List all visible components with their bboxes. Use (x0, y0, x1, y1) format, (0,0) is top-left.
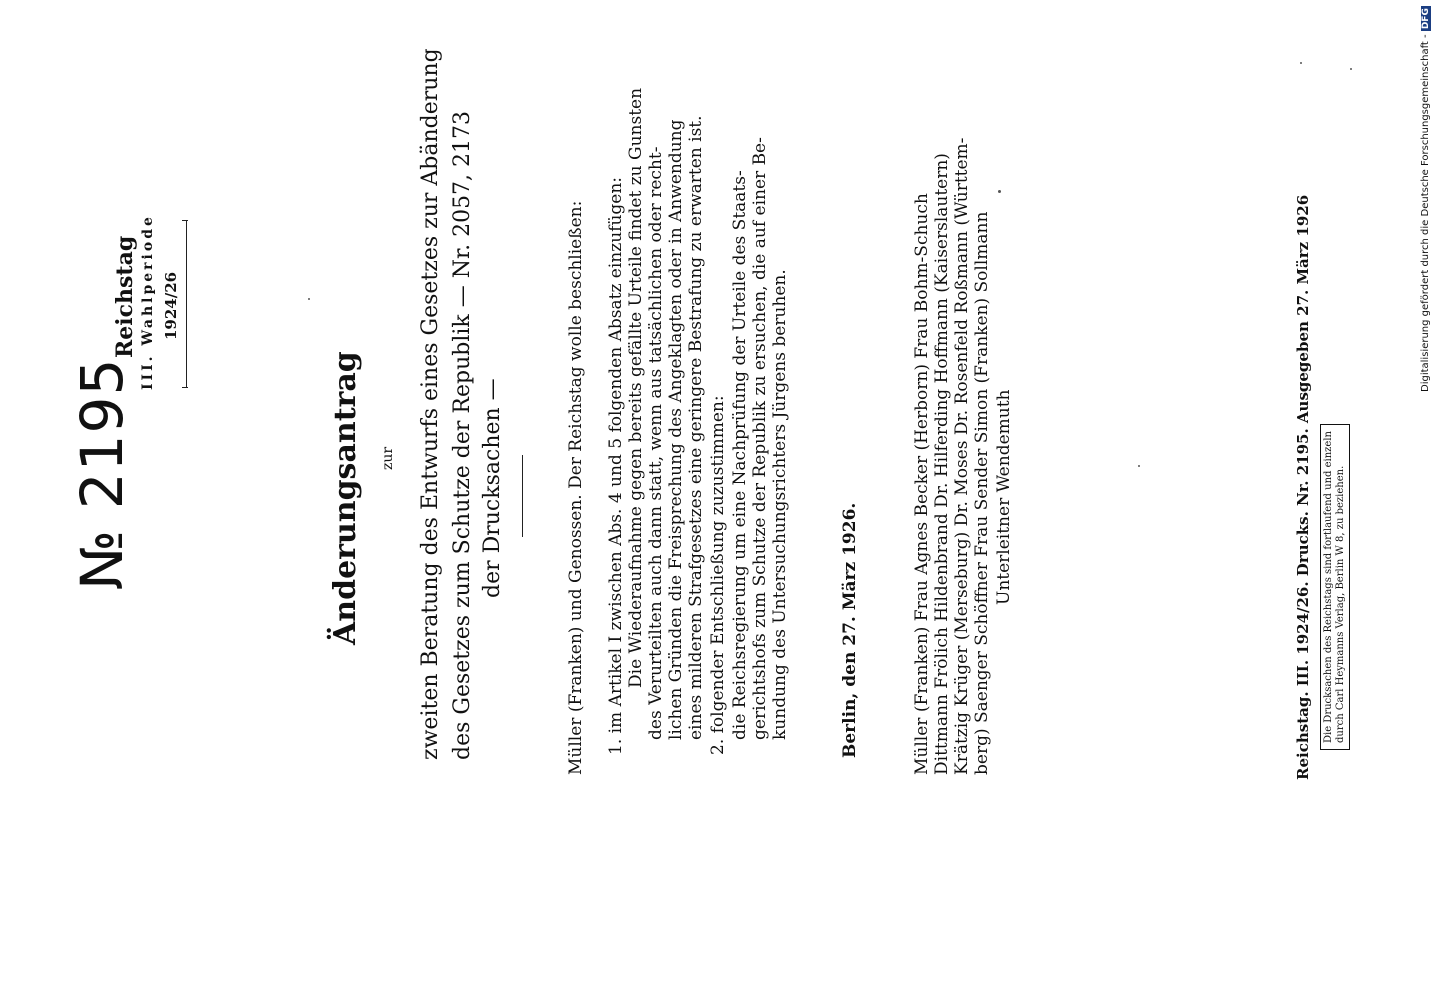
document-number: № 2195 (68, 357, 136, 590)
period-label: III. Wahlperiode (140, 214, 156, 390)
item-2-line-3: kundung des Untersuchungsrichters Jürgens beruhen. (770, 269, 790, 740)
header-bracket-bottom (182, 387, 188, 388)
signatories-row-5: Unterleitner Wendemuth (994, 389, 1014, 605)
place-date: Berlin, den 27. März 1926. (840, 502, 860, 758)
scan-speckle (998, 190, 1001, 193)
item-1-heading: 1. im Artikel I zwischen Abs. 4 und 5 folgenden Absatz einzufügen: (606, 176, 626, 755)
imprint-line: Reichstag. III. 1924/26. Drucks. Nr. 2195. Ausgegeben 27. März 1926 (1294, 194, 1312, 780)
years-label: 1924/26 (162, 271, 180, 340)
item-2-line-1: die Reichsregierung um eine Nachprüfung der Urteile des Staats- (730, 170, 750, 740)
item-1-line-1: Die Wiederaufnahme gegen bereits gefällte Urteile findet zu Gunsten (626, 87, 646, 688)
signatories-row-4: berg) Saenger Schöffner Frau Sender Simon (Franken) Sollmann (972, 211, 992, 775)
motion-intro: Müller (Franken) und Genossen. Der Reichstag wolle beschließen: (566, 200, 586, 775)
scan-speckle (1350, 68, 1352, 70)
item-1-line-4: eines milderen Strafgesetzes eine geringere Bestrafung zu erwarten ist. (686, 115, 706, 740)
document-title: Änderungsantrag (328, 351, 363, 645)
title-separator (522, 455, 523, 537)
header-bracket-line (186, 220, 187, 388)
signatories-row-1: Müller (Franken) Frau Agnes Becker (Herborn) Frau Bohm-Schuch (912, 193, 932, 775)
reichstag-label: Reichstag (112, 235, 138, 358)
publisher-box-line-1: Die Drucksachen des Reichstags sind fortlaufend und einzeln (1323, 431, 1334, 743)
item-1-line-2: des Verurteilten auch dann statt, wenn aus tatsächlichen oder recht- (646, 146, 666, 740)
title-line-1: zweiten Beratung des Entwurfs eines Gesetzes zur Abänderung (418, 48, 443, 760)
title-line-3: der Drucksachen — (480, 378, 505, 598)
scan-speckle (308, 298, 310, 300)
publisher-box-line-2: durch Carl Heymanns Verlag, Berlin W 8, zu beziehen. (1335, 465, 1346, 743)
scan-speckle (1300, 62, 1302, 64)
header-bracket-top (182, 220, 188, 221)
digitization-note-text: Digitalisierung gefördert durch die Deutsche Forschungsgemeinschaft - (1420, 34, 1431, 392)
item-1-line-3: lichen Gründen die Freisprechung des Angeklagten oder in Anwendung (666, 119, 686, 740)
item-2-line-2: gerichtshofs zum Schutze der Republik zu ersuchen, die auf einer Be- (750, 137, 770, 740)
digitization-note (1420, 6, 1431, 392)
scan-speckle (1138, 465, 1140, 467)
dfg-logo: DFG (1421, 8, 1431, 30)
signatories-row-3: Krätzig Krüger (Merseburg) Dr. Moses Dr. Rosenfeld Roßmann (Württem- (952, 137, 972, 775)
title-zur: zur (380, 446, 396, 470)
title-line-2: des Gesetzes zum Schutze der Republik — Nr. 2057, 2173 (450, 110, 475, 760)
signatories-row-2: Dittmann Frölich Hildenbrand Dr. Hilferding Hoffmann (Kaiserslautern) (932, 153, 952, 775)
item-2-heading: 2. folgender Entschließung zuzustimmen: (708, 395, 728, 755)
publisher-box (1320, 424, 1350, 750)
